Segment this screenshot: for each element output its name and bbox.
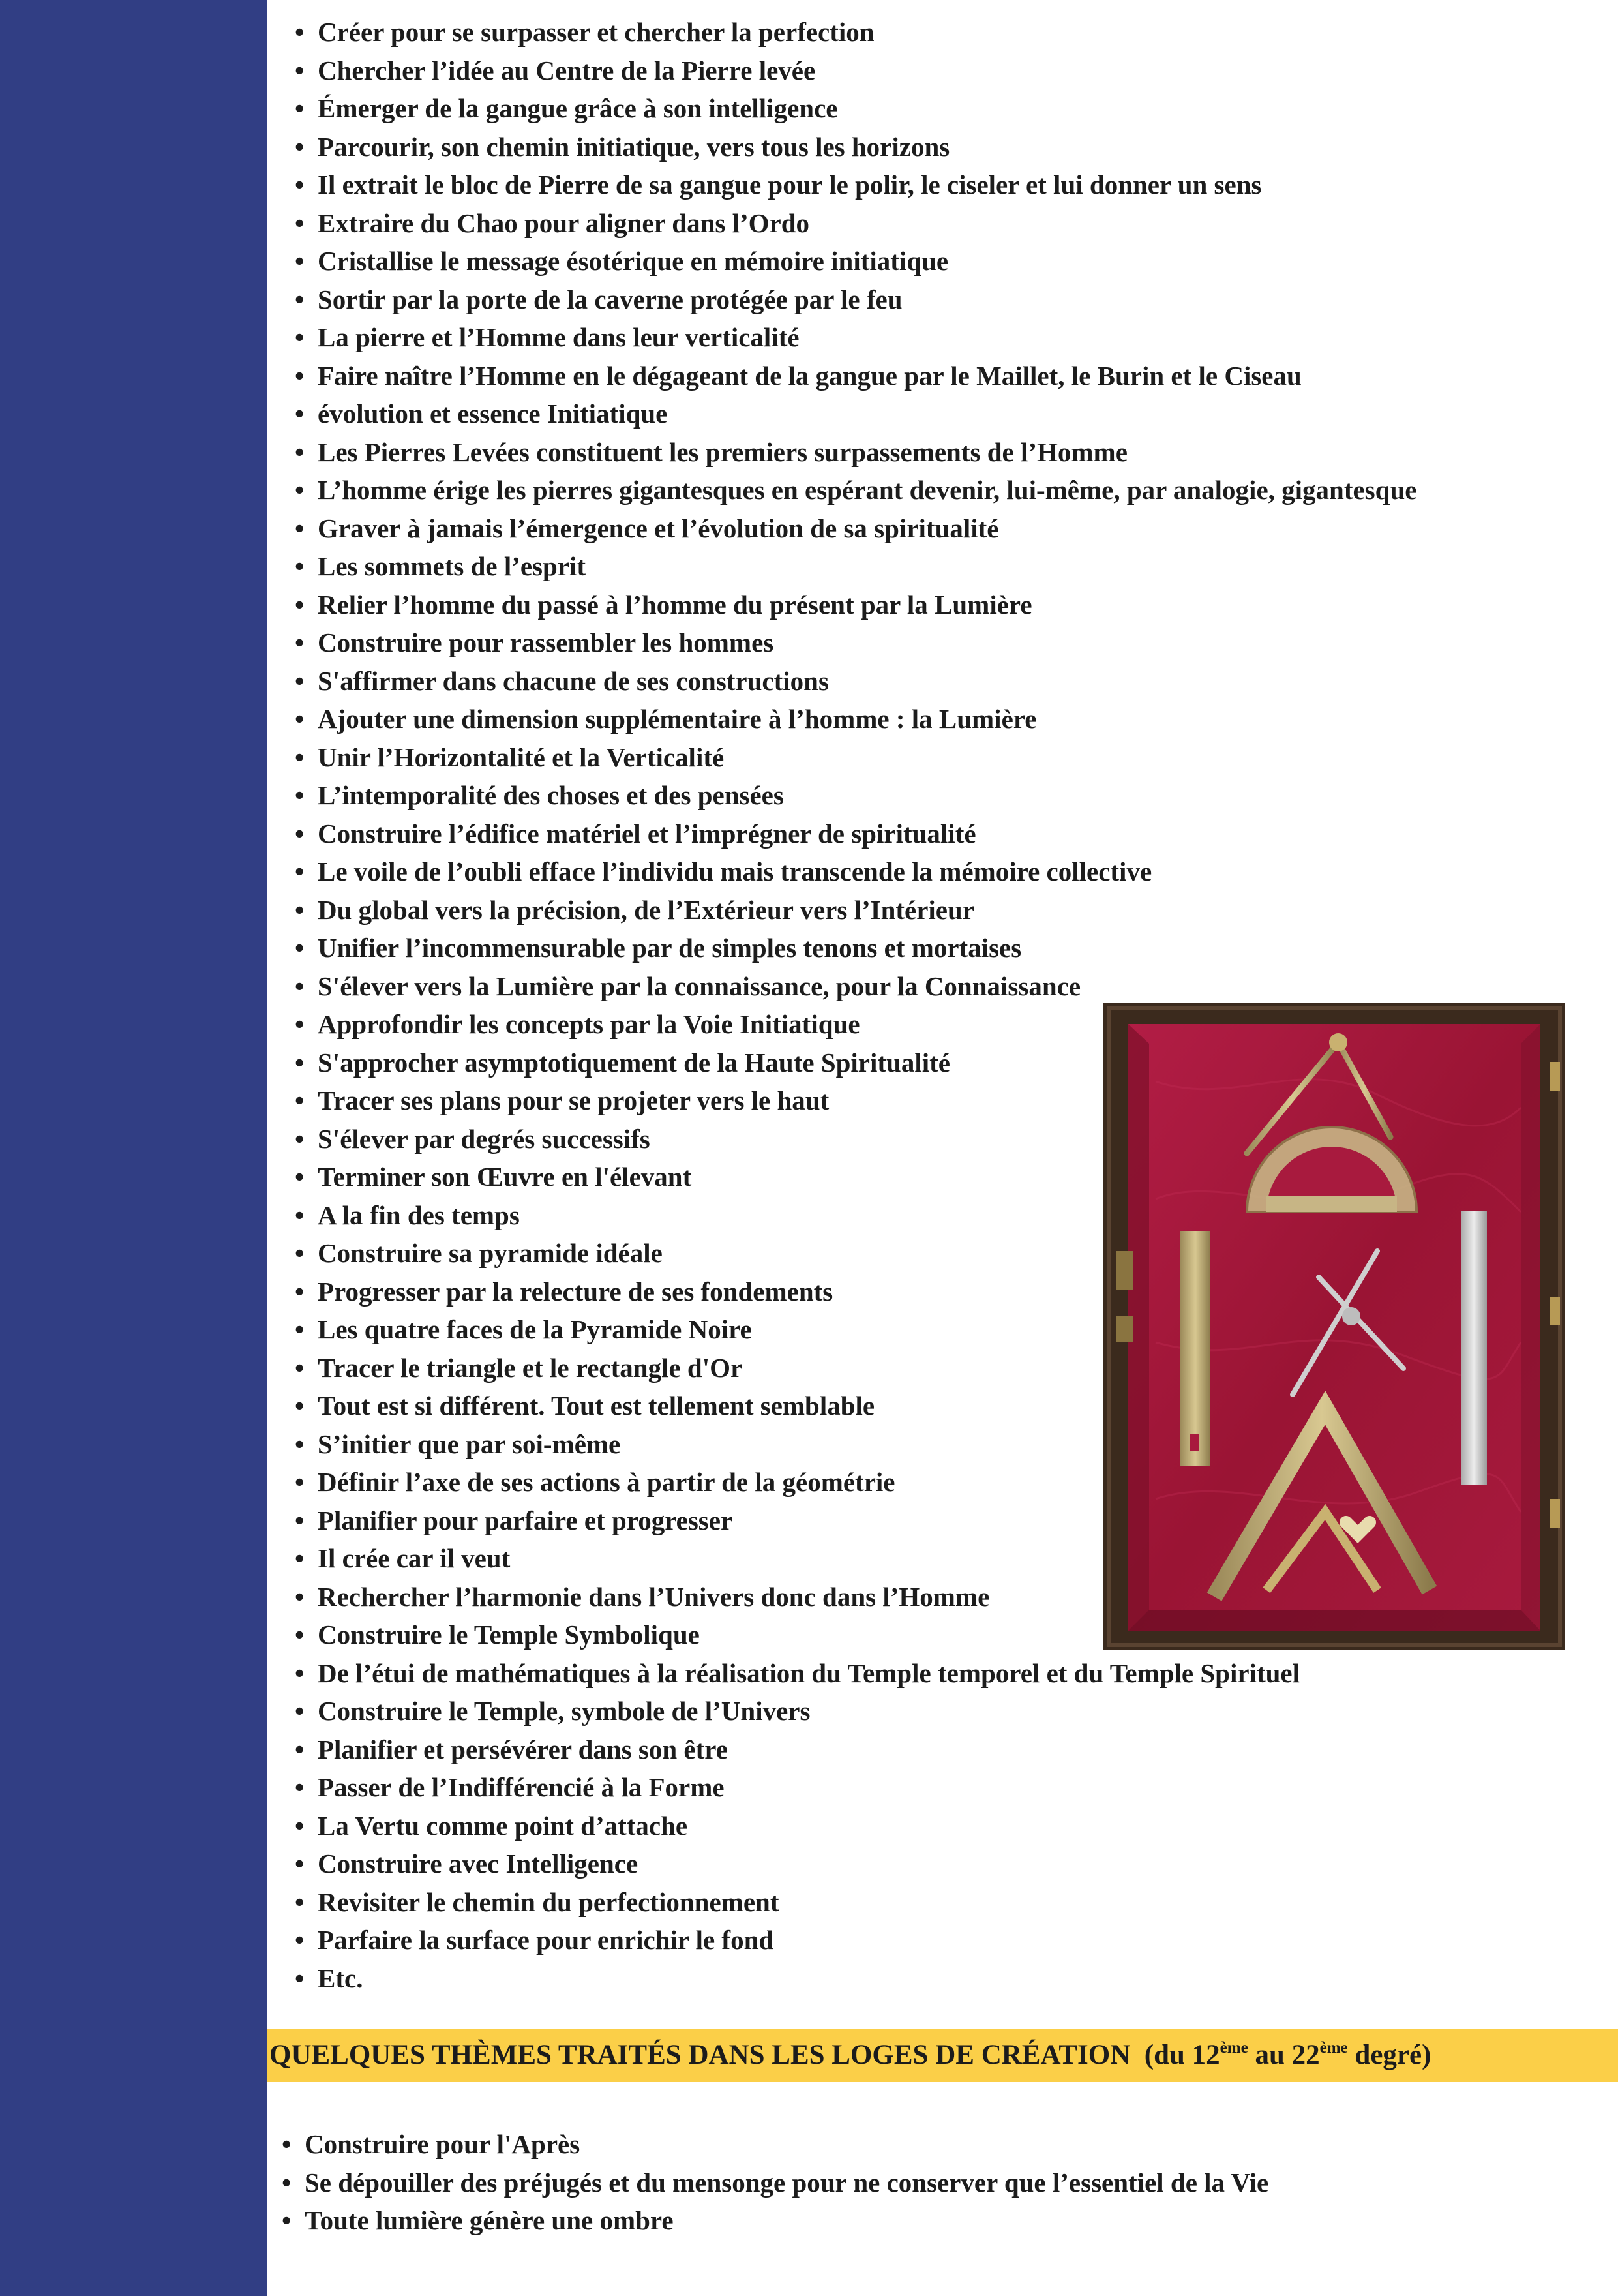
list-item-text: Tracer ses plans pour se projeter vers le haut [318,1085,830,1115]
list-item-text: Approfondir les concepts par la Voie Initiatique [318,1009,860,1039]
list-item-text: Sortir par la porte de la caverne protégée par le feu [318,284,903,314]
bullet-icon: • [295,1467,305,1497]
list-item [282,2201,1268,2240]
list-item-text: De l’étui de mathématiques à la réalisation du Temple temporel et du Temple Spirituel [318,1657,1300,1688]
list-item-text: Parfaire la surface pour enrichir le fond [318,1925,774,1955]
list-item-text: Construire pour l'Après [305,2129,580,2159]
list-item-text: Graver à jamais l’émergence et l’évolution de sa spiritualité [318,513,999,543]
list-item-text: Construire le Temple Symbolique [318,1620,700,1650]
bullet-icon: • [295,475,305,505]
bullet-icon: • [295,360,305,391]
list-item-text: S'élever par degrés successifs [318,1123,650,1154]
bullet-icon: • [295,704,305,734]
list-item [295,738,1416,777]
drawing-instruments-case-photo [1103,1003,1565,1650]
list-item-text: Construire le Temple, symbole de l’Univers [318,1696,811,1726]
list-item [295,318,1416,357]
list-item-text: Émerger de la gangue grâce à son intelligence [318,93,838,123]
list-item [295,204,1416,243]
list-item-text: Revisiter le chemin du perfectionnement [318,1886,779,1917]
list-item-text: S’initier que par soi-même [318,1428,621,1459]
list-item [282,2164,1268,2202]
list-item-text: S'élever vers la Lumière par la connaissance, pour la Connaissance [318,971,1081,1001]
list-item-text: Toute lumière génère une ombre [305,2205,674,2235]
bullet-icon: • [295,55,305,85]
bullet-icon: • [295,284,305,314]
list-item-text: Planifier pour parfaire et progresser [318,1505,733,1535]
degree-range: (du 12ème au 22ème degré) [1144,2039,1431,2070]
list-item [295,624,1416,662]
list-item [295,128,1416,166]
list-item [295,1845,1416,1883]
bullet-icon: • [295,436,305,467]
bullet-icon: • [295,856,305,886]
list-item-text: Se dépouiller des préjugés et du mensonge pour ne conserver que l’essentiel de la Vie [305,2167,1269,2198]
list-item-text: Cristallise le message ésotérique en mémoire initiatique [318,246,949,276]
bullet-icon: • [295,1734,305,1764]
list-item-text: A la fin des temps [318,1200,520,1230]
list-item-text: Parcourir, son chemin initiatique, vers tous les horizons [318,131,950,162]
list-item-text: Unifier l’incommensurable par de simples tenons et mortaises [318,933,1022,963]
list-item [295,1692,1416,1730]
bullet-icon: • [295,1162,305,1192]
list-item [295,586,1416,624]
clasp [1116,1251,1133,1290]
steel-ruler-icon [1461,1211,1487,1485]
list-item-text: Etc. [318,1963,363,1993]
list-item [295,509,1416,548]
list-item-text: L’intemporalité des choses et des pensées [318,780,784,810]
list-item-text: Relier l’homme du passé à l’homme du présent par la Lumière [318,589,1032,620]
hinge [1550,1499,1560,1528]
list-item [295,89,1416,128]
list-item-text: Ajouter une dimension supplémentaire à l’homme : la Lumière [318,704,1037,734]
list-item-text: Créer pour se surpasser et chercher la perfection [318,17,875,47]
bullet-icon: • [282,2167,292,2198]
bullet-icon: • [295,1657,305,1688]
list-item [295,357,1416,395]
list-item-text: La Vertu comme point d’attache [318,1810,688,1841]
list-item-text: Progresser par la relecture de ses fondements [318,1276,833,1307]
bullet-icon: • [295,1886,305,1917]
list-item [295,52,1416,90]
bullet-icon: • [295,971,305,1001]
bullet-icon: • [295,780,305,810]
clasp [1116,1316,1133,1342]
bullet-icon: • [295,131,305,162]
list-item-text: S'affirmer dans chacune de ses constructions [318,665,829,696]
list-item-text: Passer de l’Indifférencié à la Forme [318,1772,725,1802]
list-item-text: Faire naître l’Homme en le dégageant de la gangue par le Maillet, le Burin et le Ciseau [318,360,1302,391]
list-item-text: Construire avec Intelligence [318,1849,638,1879]
bullet-icon: • [295,513,305,543]
bullet-icon: • [295,1428,305,1459]
list-item [295,1654,1416,1693]
list-item [295,1730,1416,1769]
brass-rule-icon [1180,1231,1210,1466]
sidebar-band [0,0,267,2296]
bullet-icon: • [295,1620,305,1650]
bullet-icon: • [295,665,305,696]
list-item [295,1883,1416,1922]
list-item [295,1768,1416,1807]
list-item-text: Le voile de l’oubli efface l’individu mais transcende la mémoire collective [318,856,1152,886]
list-item-text: Terminer son Œuvre en l'élevant [318,1162,692,1192]
list-item [295,662,1416,701]
list-item-text: Définir l’axe de ses actions à partir de la géométrie [318,1467,895,1497]
list-item-text: Il extrait le bloc de Pierre de sa gangue pour le polir, le ciseler et lui donner un sens [318,170,1262,200]
list-item-text: Les Pierres Levées constituent les premiers surpassements de l’Homme [318,436,1128,467]
bullet-icon: • [295,246,305,276]
bullet-icon: • [295,1238,305,1268]
list-item-text: Unir l’Horizontalité et la Verticalité [318,742,725,772]
list-item [295,853,1416,891]
list-item-text: Construire sa pyramide idéale [318,1238,663,1268]
bullet-icon: • [295,818,305,849]
list-item-text: Extraire du Chao pour aligner dans l’Ordo [318,207,810,238]
bullet-icon: • [295,170,305,200]
list-item [295,433,1416,472]
list-item-text: Chercher l’idée au Centre de la Pierre levée [318,55,816,85]
bullet-icon: • [295,589,305,620]
list-item-text: S'approcher asymptotiquement de la Haute Spiritualité [318,1047,950,1078]
bullet-icon: • [295,551,305,581]
bullet-icon: • [295,1505,305,1535]
list-item [295,1921,1416,1959]
list-item [295,280,1416,319]
hinge [1550,1297,1560,1325]
list-item [295,700,1416,738]
bullet-icon: • [282,2205,292,2235]
creation-themes-list [282,2125,1268,2240]
list-item-text: Construire pour rassembler les hommes [318,627,774,657]
themes-banner [267,2029,1618,2082]
list-item [295,166,1416,204]
list-item [295,891,1416,929]
list-item-text: Il crée car il veut [318,1543,511,1573]
bullet-icon: • [295,1849,305,1879]
list-item [295,967,1416,1006]
list-item [295,815,1416,853]
bullet-icon: • [295,1543,305,1573]
list-item [282,2125,1268,2164]
bullet-icon: • [295,1581,305,1612]
bullet-icon: • [295,1810,305,1841]
themes-title: QUELQUES THÈMES TRAITÉS DANS LES LOGES DE CRÉATION [269,2040,1131,2070]
bullet-icon: • [295,322,305,352]
bullet-icon: • [282,2129,292,2159]
bullet-icon: • [295,399,305,429]
list-item-text: Tracer le triangle et le rectangle d'Or [318,1352,743,1383]
list-item-text: Les sommets de l’esprit [318,551,586,581]
list-item [295,1959,1416,1998]
list-item [295,547,1416,586]
bullet-icon: • [295,1085,305,1115]
bullet-icon: • [295,93,305,123]
bullet-icon: • [295,1009,305,1039]
bullet-icon: • [295,1696,305,1726]
list-item [295,776,1416,815]
bullet-icon: • [295,627,305,657]
bullet-icon: • [295,207,305,238]
hinge [1550,1062,1560,1091]
list-item [295,242,1416,280]
list-item [295,1807,1416,1845]
bullet-icon: • [295,894,305,925]
list-item-text: Construire l’édifice matériel et l’imprégner de spiritualité [318,818,976,849]
list-item [295,929,1416,967]
bullet-icon: • [295,1276,305,1307]
bullet-icon: • [295,1925,305,1955]
bullet-icon: • [295,1772,305,1802]
list-item-text: L’homme érige les pierres gigantesques en espérant devenir, lui-même, par analogie, gigantesque [318,475,1417,505]
bullet-icon: • [295,1314,305,1344]
bullet-icon: • [295,1200,305,1230]
bullet-icon: • [295,742,305,772]
bullet-icon: • [295,1963,305,1993]
list-item-text: Du global vers la précision, de l’Extérieur vers l’Intérieur [318,894,975,925]
list-item-text: La pierre et l’Homme dans leur verticalité [318,322,800,352]
list-item-text: Rechercher l’harmonie dans l’Univers donc dans l’Homme [318,1581,990,1612]
bullet-icon: • [295,1047,305,1078]
list-item-text: Planifier et persévérer dans son être [318,1734,728,1764]
list-item-text: Tout est si différent. Tout est tellement semblable [318,1391,875,1421]
list-item [295,395,1416,433]
bullet-icon: • [295,1352,305,1383]
bullet-icon: • [295,1123,305,1154]
bullet-icon: • [295,1391,305,1421]
bullet-icon: • [295,933,305,963]
list-item-text: Les quatre faces de la Pyramide Noire [318,1314,752,1344]
list-item-text: évolution et essence Initiatique [318,399,668,429]
list-item [295,471,1416,509]
bullet-icon: • [295,17,305,47]
list-item [295,13,1416,52]
